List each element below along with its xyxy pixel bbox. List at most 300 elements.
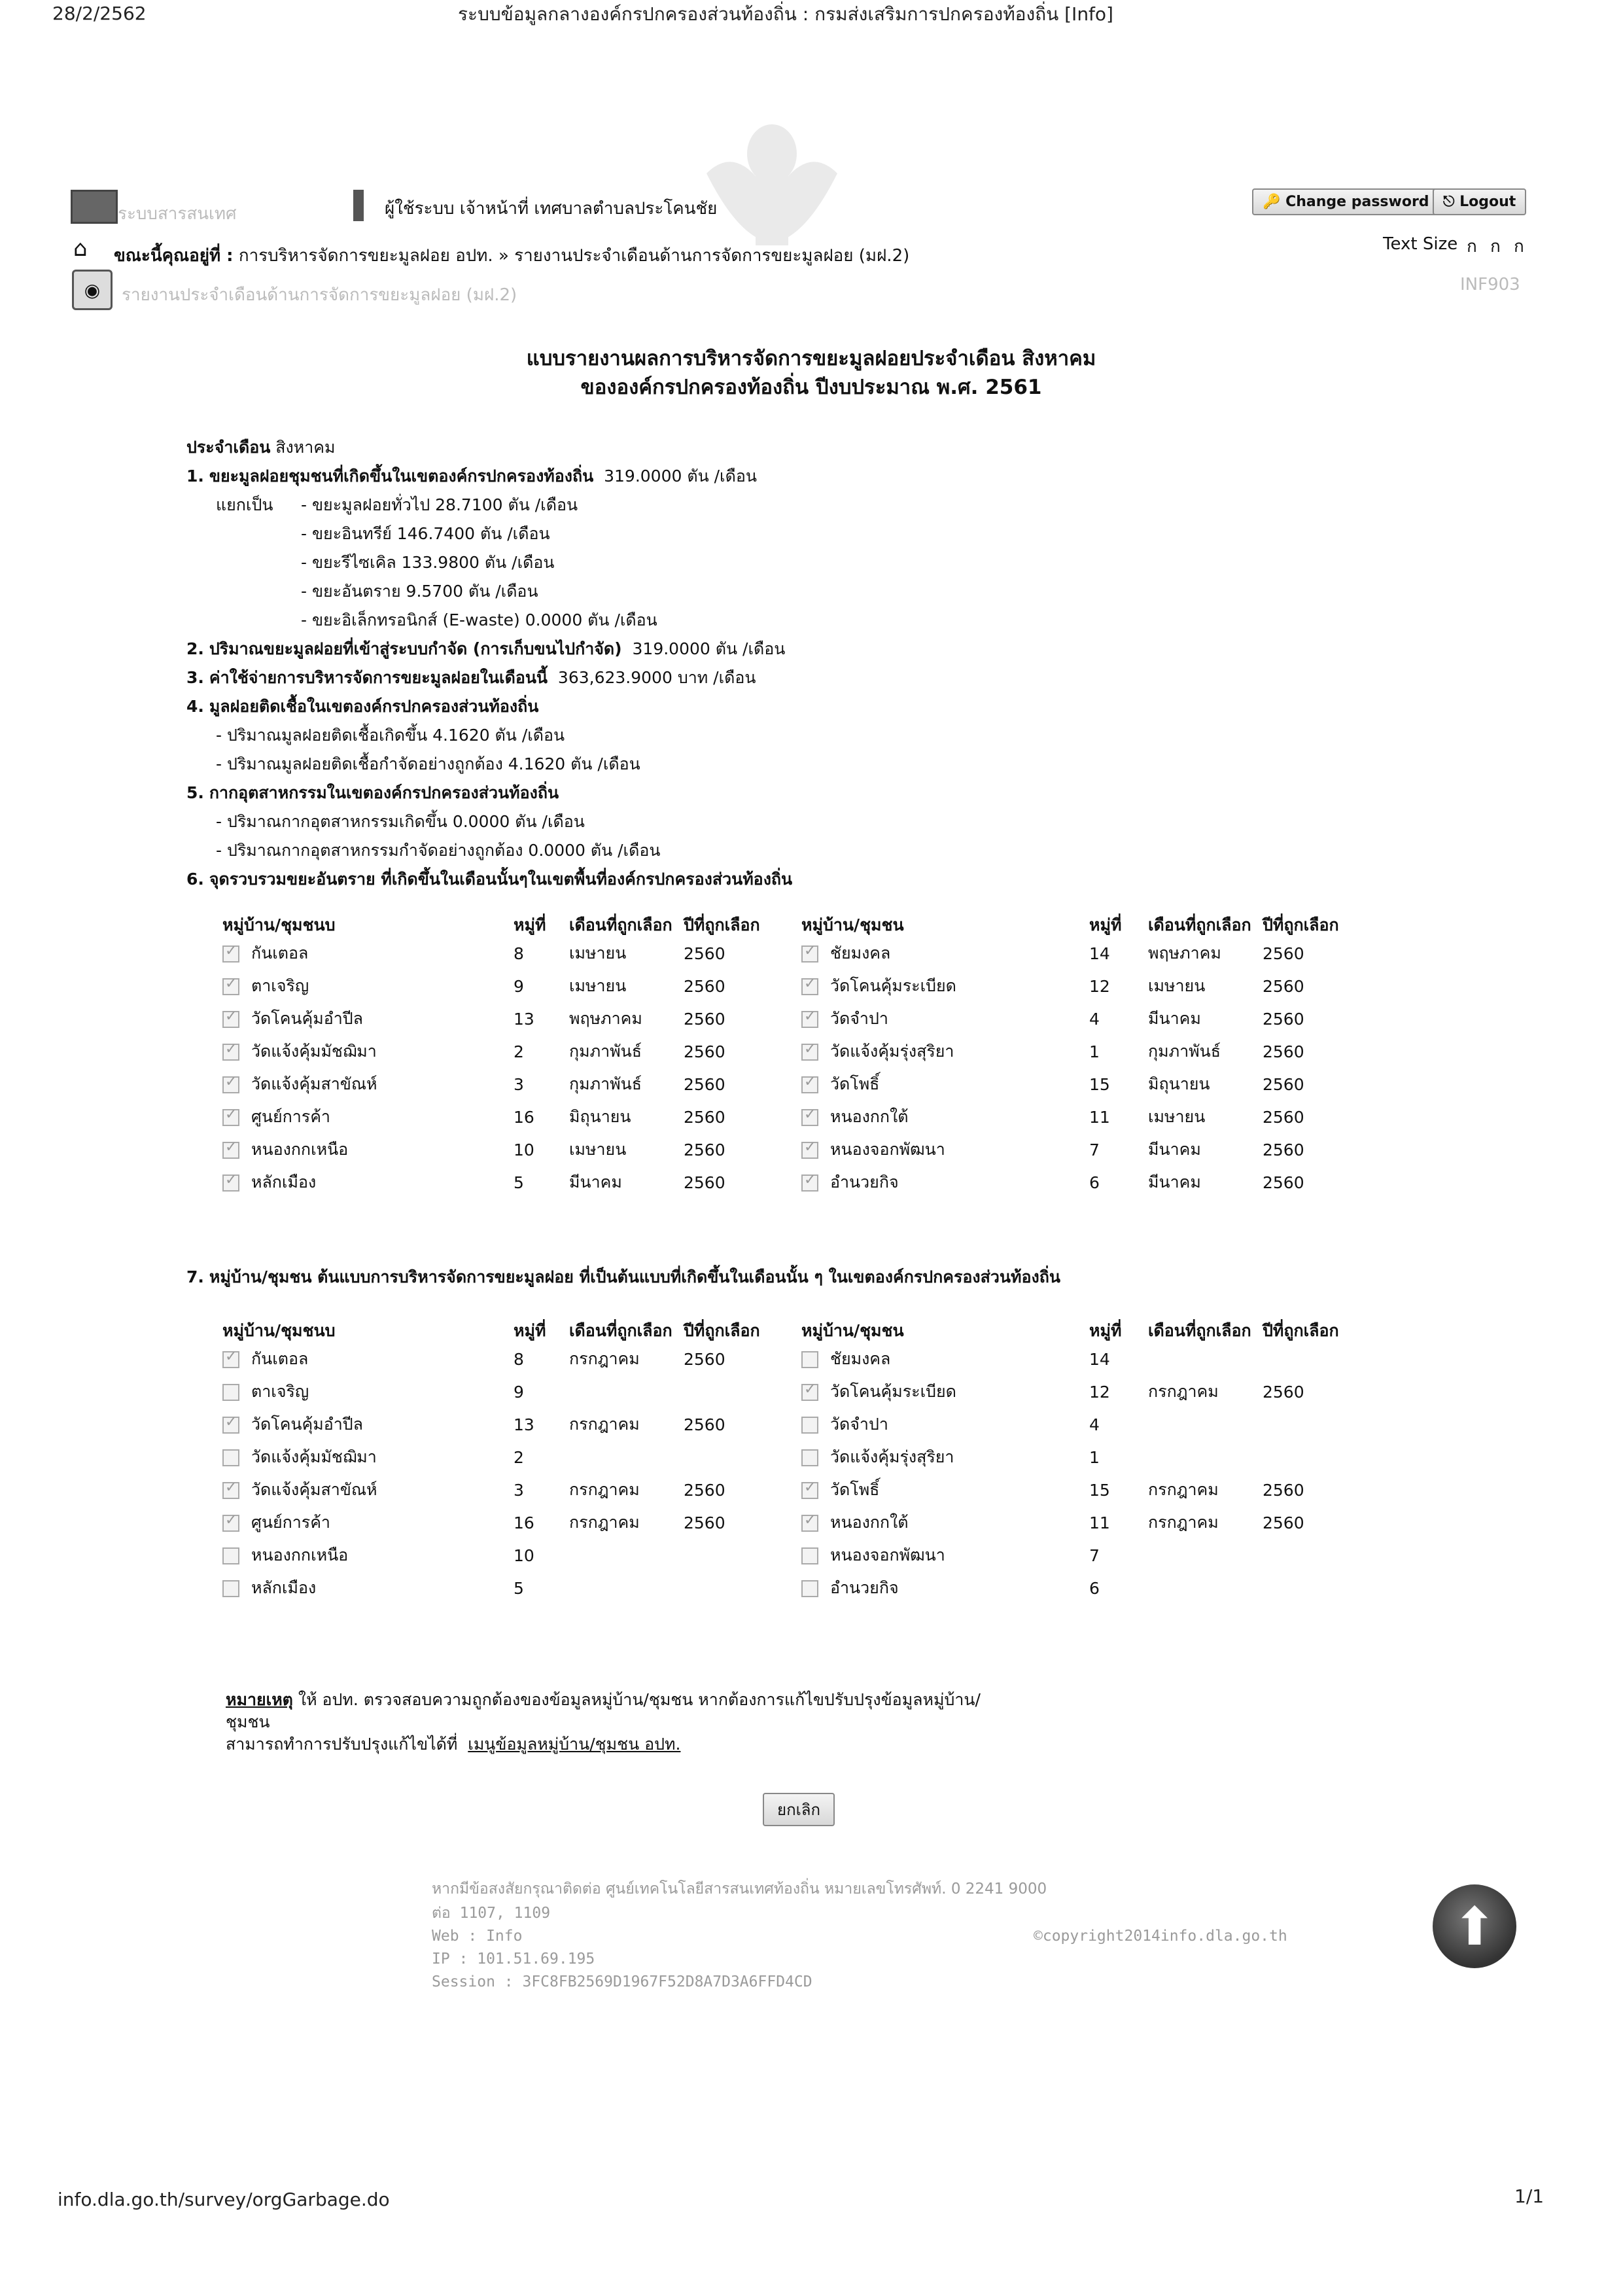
year-cell (684, 1441, 801, 1474)
moo-cell: 9 (514, 1382, 524, 1402)
report-title-line2: ขององค์กรปกครองท้องถิ่น ปีงบประมาณ พ.ศ. 2561 (580, 376, 1042, 399)
village-checkbox[interactable] (801, 1076, 818, 1093)
village-name: กันเตอล (251, 1349, 309, 1368)
col-moo: หมู่ที่ (514, 1321, 546, 1340)
village-checkbox[interactable] (801, 1011, 818, 1028)
month-cell: พฤษภาคม (569, 1009, 642, 1028)
month-cell: กุมภาพันธ์ (1148, 1042, 1221, 1061)
village-checkbox[interactable] (801, 1351, 818, 1368)
year-cell: 2560 (1263, 976, 1304, 996)
year-cell: 2560 (1263, 1382, 1304, 1402)
village-cell (801, 1375, 1089, 1408)
table-row (222, 1133, 1374, 1166)
page-code: INF903 (1460, 275, 1520, 294)
table-row (222, 1068, 1374, 1101)
village-name: หลักเมือง (251, 1173, 317, 1192)
village-name: ศูนย์การค้า (251, 1513, 330, 1532)
col-moo-right: หมู่ที่ (1089, 915, 1122, 934)
village-cell (801, 1408, 1089, 1441)
item-4-label: มูลฝอยติดเชื้อในเขตองค์กรปกครองส่วนท้องถิ่น (209, 697, 539, 716)
split-label: แยกเป็น (216, 495, 273, 514)
item-6 (186, 866, 792, 892)
item-2-label: ปริมาณขยะมูลฝอยที่เข้าสู่ระบบกำจัด (การเก็บขนไปกำจัด) (209, 639, 622, 658)
village-name: หนองกกใต้ (830, 1513, 909, 1532)
month-cell: กรกฎาคม (569, 1513, 640, 1532)
split-item: - ขยะรีไซเคิล 133.9800 ตัน /เดือน (301, 553, 555, 572)
report-title-line1: แบบรายงานผลการบริหารจัดการขยะมูลฝอยประจำเดือน สิงหาคม (526, 347, 1096, 370)
split-item: - ขยะอินทรีย์ 146.7400 ตัน /เดือน (301, 524, 550, 543)
report-month (186, 434, 335, 461)
col-village-right: หมู่บ้าน/ชุมชน (801, 915, 904, 934)
footer-copyright: ©copyright2014info.dla.go.th (1034, 1928, 1287, 1945)
col-village: หมู่บ้าน/ชุมชนบ (222, 1321, 336, 1340)
item-4 (186, 694, 538, 720)
moo-cell: 13 (514, 1415, 534, 1434)
item-5 (186, 780, 559, 806)
logout-label: Logout (1459, 194, 1516, 210)
print-page: 1/1 (1514, 2185, 1544, 2207)
moo-cell: 4 (1089, 1009, 1100, 1029)
item-2-value: 319.0000 ตัน /เดือน (632, 639, 786, 658)
table-row (222, 1166, 1374, 1199)
month-cell (569, 1572, 684, 1604)
month-cell: กุมภาพันธ์ (569, 1042, 642, 1061)
section-link[interactable]: รายงานประจำเดือนด้านการจัดการขยะมูลฝอย (มฝ.2) (122, 285, 517, 305)
village-checkbox[interactable] (801, 945, 818, 963)
table-row (222, 1101, 1374, 1133)
month-cell: เมษายน (569, 1140, 627, 1159)
home-icon[interactable]: ⌂ (73, 236, 88, 262)
year-cell: 2560 (684, 944, 725, 963)
year-cell (684, 1375, 801, 1408)
item-4-line: - ปริมาณมูลฝอยติดเชื้อกำจัดอย่างถูกต้อง 4.1620 ตัน /เดือน (216, 754, 640, 773)
month-cell: กรกฎาคม (569, 1480, 640, 1499)
user-info: ผู้ใช้ระบบ เจ้าหน้าที่ เทศบาลตำบลประโคนชัย (385, 199, 718, 219)
year-cell: 2560 (1263, 1480, 1304, 1500)
village-name: วัดโคนคุ้มอำปีล (251, 1415, 363, 1434)
month-cell: กรกฎาคม (569, 1415, 640, 1434)
col-month: เดือนที่ถูกเลือก (569, 1321, 672, 1340)
village-checkbox[interactable] (222, 1547, 239, 1564)
table-7 (222, 1322, 1374, 1604)
item-6-num: 6. (186, 870, 204, 889)
month-cell (1148, 1572, 1263, 1604)
village-checkbox[interactable] (801, 1044, 818, 1061)
village-cell (801, 1002, 1089, 1035)
item-5-line: - ปริมาณกากอุตสาหกรรมเกิดขึ้น 0.0000 ตัน /เดือน (216, 812, 585, 831)
change-password-button[interactable] (1252, 188, 1440, 215)
village-checkbox[interactable] (801, 1384, 818, 1401)
year-cell: 2560 (684, 1173, 725, 1192)
month-label: ประจำเดือน (186, 438, 271, 457)
year-cell: 2560 (1263, 1009, 1304, 1029)
moo-cell: 3 (514, 1074, 524, 1094)
village-name: ตาเจริญ (251, 976, 309, 995)
village-cell (801, 1101, 1089, 1133)
footer-session: Session : 3FC8FB2569D1967F52D8A7D3A6FFD4CD (432, 1973, 812, 1990)
month-cell: เมษายน (1148, 976, 1206, 995)
col-moo: หมู่ที่ (514, 915, 546, 934)
moo-cell: 1 (1089, 1042, 1100, 1061)
note-line1: ให้ อปท. ตรวจสอบความถูกต้องของข้อมูลหมู่บ้าน/ชุมชน หากต้องการแก้ไขปรับปรุงข้อมูลหมู่บ้าน/ (298, 1690, 981, 1709)
table-row (222, 1474, 1374, 1506)
footer-web: Web : Info (432, 1928, 523, 1945)
month-cell: กุมภาพันธ์ (569, 1074, 642, 1093)
village-name: หนองจอกพัฒนา (830, 1140, 945, 1159)
village-name: วัดโคนคุ้มระเบียด (830, 976, 956, 995)
footer-ext: ต่อ 1107, 1109 (432, 1905, 551, 1922)
month-cell (569, 1375, 684, 1408)
village-name: หนองจอกพัฒนา (830, 1545, 945, 1564)
village-name: อำนวยกิจ (830, 1578, 899, 1597)
item-1 (186, 463, 757, 489)
key-icon: 🔑 (1263, 194, 1281, 210)
col-year-right: ปีที่ถูกเลือก (1263, 915, 1339, 934)
year-cell (1263, 1408, 1374, 1441)
village-checkbox[interactable] (222, 1351, 239, 1368)
village-name: กันเตอล (251, 944, 309, 963)
note-line3 (226, 1731, 680, 1757)
moo-cell: 8 (514, 944, 524, 963)
footer-ip: IP : 101.51.69.195 (432, 1951, 595, 1968)
col-year: ปีที่ถูกเลือก (684, 1321, 760, 1340)
village-name: วัดแจ้งคุ้มรุ่งสุริยา (830, 1447, 954, 1466)
village-name: ชัยมงคล (830, 1349, 891, 1368)
col-village: หมู่บ้าน/ชุมชนบ (222, 915, 336, 934)
village-checkbox[interactable] (222, 945, 239, 963)
note (226, 1687, 981, 1713)
month-cell (1148, 1539, 1263, 1572)
village-name: ชัยมงคล (830, 944, 891, 963)
breadcrumb-path[interactable]: การบริหารจัดการขยะมูลฝอย อปท. » รายงานประจำเดือนด้านการจัดการขยะมูลฝอย (มฝ.2) (238, 246, 910, 266)
village-cell (801, 937, 1089, 970)
village-checkbox[interactable] (222, 978, 239, 995)
item-1-num: 1. (186, 467, 204, 486)
item-6-label: จุดรวบรวมขยะอันตราย ที่เกิดขึ้นในเดือนนั้นๆในเขตพื้นที่องค์กรปกครองส่วนท้องถิ่น (209, 870, 793, 889)
village-cell (801, 1035, 1089, 1068)
moo-cell: 10 (514, 1140, 534, 1159)
logout-button[interactable] (1433, 188, 1526, 215)
village-cell (222, 970, 514, 1002)
month-cell: มีนาคม (1148, 1173, 1201, 1192)
village-cell (801, 1474, 1089, 1506)
item-4-line: - ปริมาณมูลฝอยติดเชื้อเกิดขึ้น 4.1620 ตัน /เดือน (216, 726, 565, 745)
table-row (222, 1441, 1374, 1474)
moo-cell: 1 (1089, 1447, 1100, 1467)
year-cell: 2560 (684, 1009, 725, 1029)
moo-cell: 5 (514, 1173, 524, 1192)
village-checkbox[interactable] (222, 1011, 239, 1028)
report-icon: ◉ (72, 270, 113, 310)
table-row (222, 937, 1374, 970)
item-5-label: กากอุตสาหกรรมในเขตองค์กรปกครองส่วนท้องถิ่น (209, 783, 559, 802)
village-checkbox[interactable] (222, 1580, 239, 1597)
moo-cell: 8 (514, 1349, 524, 1369)
village-checkbox[interactable] (801, 1482, 818, 1499)
village-cell (801, 1506, 1089, 1539)
village-checkbox[interactable] (801, 1580, 818, 1597)
table-row (222, 1375, 1374, 1408)
table-row (222, 1002, 1374, 1035)
moo-cell: 15 (1089, 1074, 1110, 1094)
emblem-watermark-icon (693, 108, 850, 258)
item-1-value: 319.0000 ตัน /เดือน (604, 467, 757, 486)
moo-cell: 15 (1089, 1480, 1110, 1500)
split-item: - ขยะมูลฝอยทั่วไป 28.7100 ตัน /เดือน (301, 495, 578, 514)
col-month-right: เดือนที่ถูกเลือก (1148, 915, 1251, 934)
month-cell (1148, 1408, 1263, 1441)
item-3-num: 3. (186, 668, 204, 687)
table-row (222, 1539, 1374, 1572)
month-cell (569, 1539, 684, 1572)
table-row (222, 970, 1374, 1002)
item-2 (186, 636, 785, 662)
item-5-num: 5. (186, 783, 204, 802)
change-password-label: Change password (1285, 194, 1429, 210)
village-checkbox[interactable] (801, 978, 818, 995)
table-row (222, 1343, 1374, 1375)
item-7-num: 7. (186, 1267, 204, 1286)
moo-cell: 11 (1089, 1513, 1110, 1532)
village-checkbox[interactable] (801, 1109, 818, 1126)
village-checkbox[interactable] (222, 1482, 239, 1499)
year-cell: 2560 (684, 1074, 725, 1094)
village-cell (222, 1474, 514, 1506)
year-cell (1263, 1539, 1374, 1572)
village-name: วัดแจ้งคุ้มสาขัณห์ (251, 1074, 377, 1093)
village-menu-link[interactable]: เมนูข้อมูลหมู่บ้าน/ชุมชน อปท. (468, 1735, 681, 1754)
month-cell: กรกฎาคม (1148, 1480, 1219, 1499)
moo-cell: 14 (1089, 1349, 1110, 1369)
month-cell: กรกฎาคม (569, 1349, 640, 1368)
village-checkbox[interactable] (801, 1142, 818, 1159)
footer-contact: หากมีข้อสงสัยกรุณาติดต่อ ศูนย์เทคโนโลยีสารสนเทศท้องถิ่น หมายเลขโทรศัพท์. 0 2241 9000 (432, 1881, 1047, 1898)
village-name: หลักเมือง (251, 1578, 317, 1597)
village-cell (222, 1035, 514, 1068)
month-cell: เมษายน (569, 944, 627, 963)
print-date: 28/2/2562 (52, 3, 147, 24)
year-cell: 2560 (1263, 1042, 1304, 1061)
village-checkbox[interactable] (801, 1547, 818, 1564)
village-cell (801, 970, 1089, 1002)
item-7-label: หมู่บ้าน/ชุมชน ต้นแบบการบริหารจัดการขยะมูลฝอย ที่เป็นต้นแบบที่เกิดขึ้นในเดือนนั้น ๆ ในเขตองค์กรปกครองส่วนท้องถิ่น (209, 1267, 1060, 1286)
village-name: อำนวยกิจ (830, 1173, 899, 1192)
moo-cell: 7 (1089, 1140, 1100, 1159)
year-cell: 2560 (684, 976, 725, 996)
text-size-label: Text Size (1383, 234, 1458, 254)
moo-cell: 7 (1089, 1545, 1100, 1565)
village-checkbox[interactable] (801, 1449, 818, 1466)
village-cell (222, 1539, 514, 1572)
user-icon (353, 190, 364, 221)
moo-cell: 6 (1089, 1173, 1100, 1192)
village-name: หนองกกใต้ (830, 1107, 909, 1126)
village-cell (801, 1133, 1089, 1166)
village-cell (222, 1343, 514, 1375)
moo-cell: 2 (514, 1042, 524, 1061)
year-cell: 2560 (1263, 1140, 1304, 1159)
year-cell (684, 1539, 801, 1572)
moo-cell: 11 (1089, 1107, 1110, 1127)
year-cell: 2560 (684, 1107, 725, 1127)
village-cell (222, 937, 514, 970)
village-name: วัดโคนคุ้มระเบียด (830, 1382, 956, 1401)
table-6 (222, 916, 1374, 1199)
item-2-num: 2. (186, 639, 204, 658)
moo-cell: 2 (514, 1447, 524, 1467)
moo-cell: 9 (514, 976, 524, 996)
arrow-up-icon: ⬆ (1452, 1896, 1497, 1957)
scroll-top-button[interactable] (1433, 1884, 1516, 1968)
cancel-button[interactable]: ยกเลิก (763, 1793, 835, 1826)
item-3 (186, 665, 756, 691)
year-cell (684, 1572, 801, 1604)
col-village-right: หมู่บ้าน/ชุมชน (801, 1321, 904, 1340)
village-cell (222, 1101, 514, 1133)
village-name: วัดแจ้งคุ้มสาขัณห์ (251, 1480, 377, 1499)
village-name: ตาเจริญ (251, 1382, 309, 1401)
table-row (222, 1035, 1374, 1068)
village-name: วัดแจ้งคุ้มมัชฌิมา (251, 1042, 377, 1061)
moo-cell: 10 (514, 1545, 534, 1565)
village-checkbox[interactable] (222, 1109, 239, 1126)
window-title: ระบบข้อมูลกลางองค์กรปกครองส่วนท้องถิ่น : กรมส่งเสริมการปกครองท้องถิ่น [Info] (458, 3, 1113, 25)
text-size-options[interactable]: ก ก ก (1467, 237, 1528, 256)
month-cell (569, 1441, 684, 1474)
village-name: หนองกกเหนือ (251, 1140, 349, 1159)
month-cell (1148, 1343, 1263, 1375)
village-cell (222, 1166, 514, 1199)
moo-cell: 12 (1089, 976, 1110, 996)
month-cell: เมษายน (569, 976, 627, 995)
moo-cell: 3 (514, 1480, 524, 1500)
year-cell: 2560 (1263, 1173, 1304, 1192)
village-checkbox[interactable] (222, 1417, 239, 1434)
year-cell: 2560 (1263, 1074, 1304, 1094)
moo-cell: 14 (1089, 944, 1110, 963)
col-year: ปีที่ถูกเลือก (684, 915, 760, 934)
table-row (222, 1572, 1374, 1604)
village-cell (801, 1539, 1089, 1572)
breadcrumb-label: ขณะนี้คุณอยู่ที่ : (114, 246, 234, 266)
col-moo-right: หมู่ที่ (1089, 1321, 1122, 1340)
village-cell (801, 1343, 1089, 1375)
table-row (222, 1506, 1374, 1539)
note-line2: ชุมชน (226, 1712, 270, 1731)
village-checkbox[interactable] (801, 1515, 818, 1532)
village-checkbox[interactable] (222, 1174, 239, 1192)
village-cell (801, 1068, 1089, 1101)
month-cell: มิถุนายน (569, 1107, 631, 1126)
village-cell (222, 1068, 514, 1101)
month-value: สิงหาคม (275, 438, 336, 457)
year-cell: 2560 (684, 1349, 725, 1369)
village-cell (801, 1572, 1089, 1604)
year-cell: 2560 (1263, 1107, 1304, 1127)
village-checkbox[interactable] (222, 1142, 239, 1159)
item-3-value: 363,623.9000 บาท /เดือน (557, 668, 756, 687)
village-name: วัดแจ้งคุ้มรุ่งสุริยา (830, 1042, 954, 1061)
print-url: info.dla.go.th/survey/orgGarbage.do (58, 2189, 390, 2210)
moo-cell: 5 (514, 1578, 524, 1598)
month-cell: มิถุนายน (1148, 1074, 1210, 1093)
item-3-label: ค่าใช้จ่ายการบริหารจัดการขยะมูลฝอยในเดือนนี้ (209, 668, 548, 687)
year-cell (1263, 1343, 1374, 1375)
month-cell: กรกฎาคม (1148, 1513, 1219, 1532)
system-link[interactable]: ระบบสารสนเทศ (118, 204, 237, 224)
year-cell: 2560 (684, 1480, 725, 1500)
village-checkbox[interactable] (222, 1076, 239, 1093)
year-cell: 2560 (684, 1415, 725, 1434)
year-cell (1263, 1572, 1374, 1604)
year-cell (1263, 1441, 1374, 1474)
moo-cell: 13 (514, 1009, 534, 1029)
month-cell: มีนาคม (1148, 1009, 1201, 1028)
village-checkbox[interactable] (801, 1417, 818, 1434)
item-1-label: ขยะมูลฝอยชุมชนที่เกิดขึ้นในเขตองค์กรปกครองท้องถิ่น (209, 467, 594, 486)
year-cell: 2560 (684, 1513, 725, 1532)
breadcrumb (114, 242, 909, 269)
village-cell (222, 1375, 514, 1408)
village-checkbox[interactable] (222, 1044, 239, 1061)
village-name: วัดโพธิ์ (830, 1074, 880, 1093)
village-cell (222, 1506, 514, 1539)
village-cell (801, 1441, 1089, 1474)
village-cell (222, 1002, 514, 1035)
month-cell: เมษายน (1148, 1107, 1206, 1126)
village-checkbox[interactable] (222, 1515, 239, 1532)
month-cell: มีนาคม (1148, 1140, 1201, 1159)
month-cell: กรกฎาคม (1148, 1382, 1219, 1401)
moo-cell: 16 (514, 1513, 534, 1532)
village-name: หนองกกเหนือ (251, 1545, 349, 1564)
note-line3-text: สามารถทำการปรับปรุงแก้ไขได้ที่ (226, 1735, 458, 1754)
table-row (222, 1408, 1374, 1441)
village-cell (222, 1441, 514, 1474)
split-item: - ขยะอันตราย 9.5700 ตัน /เดือน (301, 582, 538, 601)
col-month-right: เดือนที่ถูกเลือก (1148, 1321, 1251, 1340)
village-checkbox[interactable] (222, 1384, 239, 1401)
moo-cell: 4 (1089, 1415, 1100, 1434)
month-cell: มีนาคม (569, 1173, 622, 1192)
split-item: - ขยะอิเล็กทรอนิกส์ (E-waste) 0.0000 ตัน /เดือน (301, 610, 657, 629)
village-name: วัดแจ้งคุ้มมัชฌิมา (251, 1447, 377, 1466)
village-cell (801, 1166, 1089, 1199)
village-name: วัดจำปา (830, 1415, 888, 1434)
month-cell: พฤษภาคม (1148, 944, 1221, 963)
village-checkbox[interactable] (801, 1174, 818, 1192)
item-5-line: - ปริมาณกากอุตสาหกรรมกำจัดอย่างถูกต้อง 0.0000 ตัน /เดือน (216, 841, 661, 860)
item-4-num: 4. (186, 697, 204, 716)
year-cell: 2560 (1263, 1513, 1304, 1532)
note-label: หมายเหตุ (226, 1690, 293, 1709)
village-cell (222, 1133, 514, 1166)
village-name: ศูนย์การค้า (251, 1107, 330, 1126)
logout-icon: ⎋ (1443, 194, 1455, 210)
village-name: วัดโคนคุ้มอำปีล (251, 1009, 363, 1028)
col-month: เดือนที่ถูกเลือก (569, 915, 672, 934)
item-7 (186, 1264, 1060, 1290)
village-checkbox[interactable] (222, 1449, 239, 1466)
village-cell (222, 1408, 514, 1441)
month-cell (1148, 1441, 1263, 1474)
village-cell (222, 1572, 514, 1604)
moo-cell: 12 (1089, 1382, 1110, 1402)
system-icon (71, 190, 118, 224)
year-cell: 2560 (684, 1140, 725, 1159)
village-name: วัดจำปา (830, 1009, 888, 1028)
year-cell: 2560 (1263, 944, 1304, 963)
